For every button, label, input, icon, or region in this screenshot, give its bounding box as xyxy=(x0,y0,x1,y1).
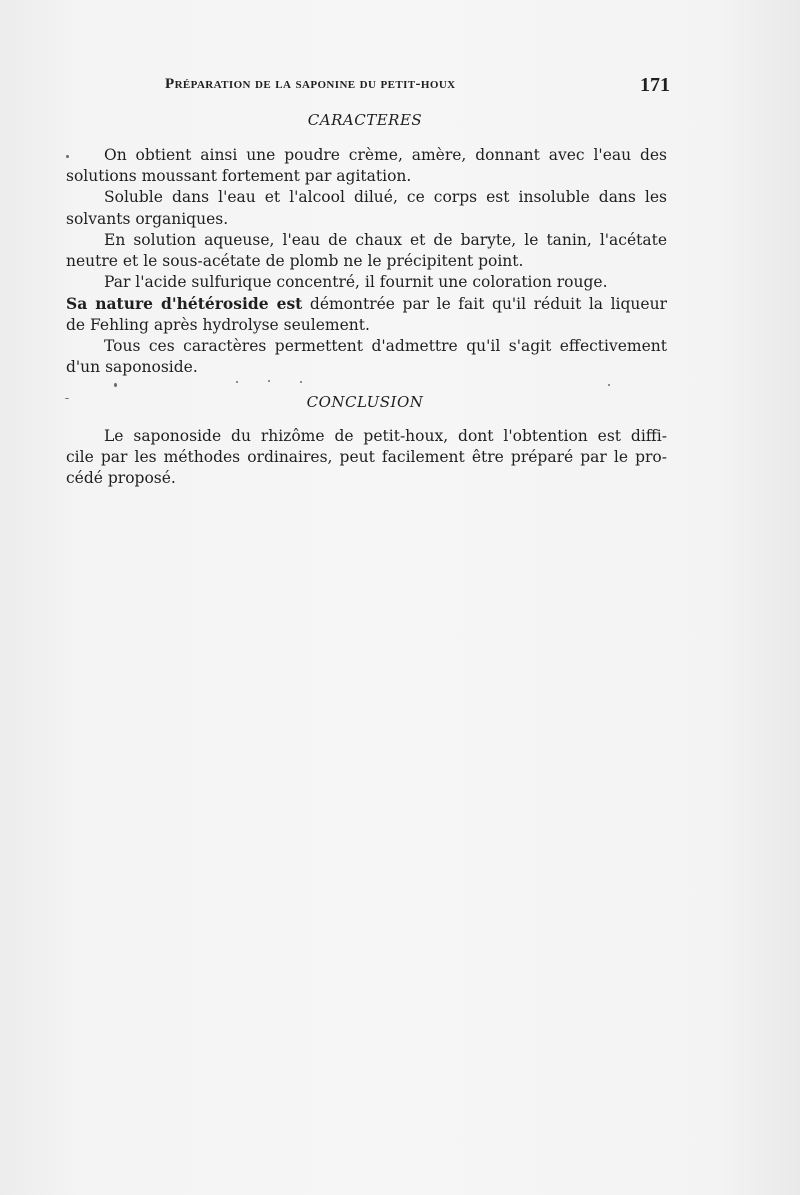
text-line: Tous ces caractères permettent d'admettre qu'il s'agit effectivement xyxy=(104,336,667,355)
speck xyxy=(65,398,69,399)
text-line: de Fehling après hydrolyse seulement. xyxy=(66,315,370,334)
text-line: cédé proposé. xyxy=(66,469,176,488)
text-line: On obtient ainsi une poudre crème, amère, donnant avec l'eau des xyxy=(104,146,667,164)
conclusion-heading: CONCLUSION xyxy=(306,393,424,411)
running-head xyxy=(165,76,670,98)
text-run: démontrée par le fait qu'il réduit la liqueur xyxy=(309,295,667,314)
speck xyxy=(608,384,610,386)
speck xyxy=(300,381,302,383)
text-line: Le saponoside du rhizôme de petit-houx, dont l'obtention est diffi- xyxy=(104,427,667,445)
page-number: 171 xyxy=(640,74,670,96)
speck xyxy=(268,380,270,382)
text-line: solutions moussant fortement par agitation. xyxy=(66,167,412,186)
caracteres-body xyxy=(66,145,667,378)
text-line: Soluble dans l'eau et l'alcool dilué, ce corps est insoluble dans les xyxy=(104,188,667,207)
text-line: En solution aqueuse, l'eau de chaux et de baryte, le tanin, l'acétate xyxy=(104,230,667,249)
speck xyxy=(66,155,69,158)
speck xyxy=(236,381,238,383)
text-line: cile par les méthodes ordinaires, peut facilement être préparé par le pro- xyxy=(66,448,667,467)
text-line: solvants organiques. xyxy=(66,209,229,228)
conclusion-body xyxy=(66,426,667,490)
text-line: Par l'acide sulfurique concentré, il fournit une coloration rouge. xyxy=(104,273,608,292)
running-title: Préparation de la saponine du petit-houx xyxy=(165,76,456,92)
bold-phrase: Sa nature d'hétéroside est xyxy=(66,294,303,314)
text-line: d'un saponoside. xyxy=(66,357,198,376)
text-line: neutre et le sous-acétate de plomb ne le précipitent point. xyxy=(66,251,524,270)
caracteres-heading: CARACTERES xyxy=(307,111,423,129)
speck xyxy=(114,383,117,387)
text-line-mixed xyxy=(66,293,667,314)
